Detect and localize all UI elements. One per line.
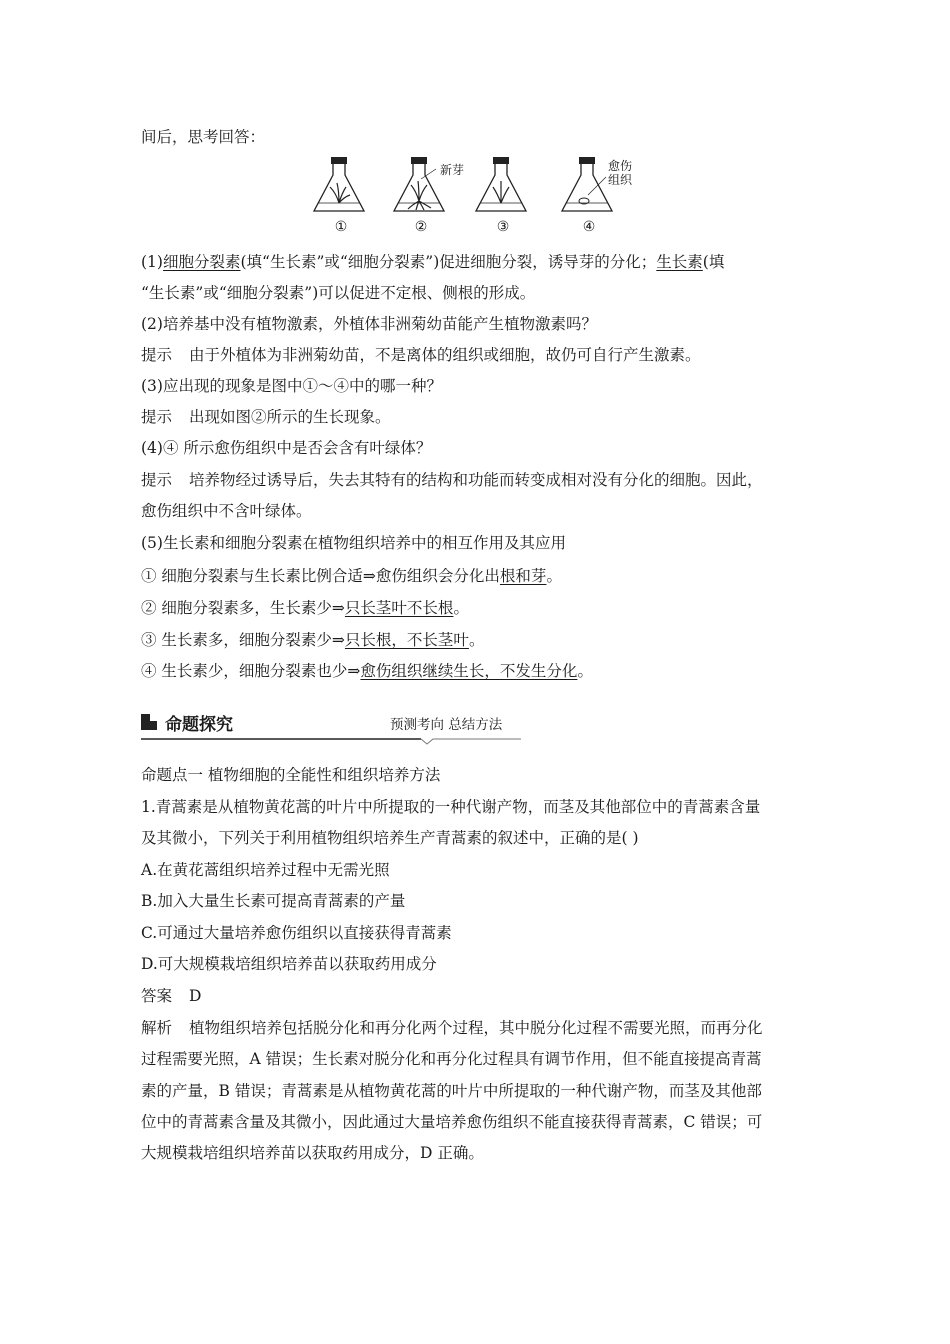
- q5-title: (5)生长素和细胞分裂素在植物组织培养中的相互作用及其应用: [141, 534, 566, 552]
- analysis-3: 素的产量，B 错误；青蒿素是从植物黄花蒿的叶片中所提取的一种代谢产物，而茎及其他部: [141, 1082, 762, 1100]
- q2-hint: 提示 由于外植体为非洲菊幼苗，不是离体的组织或细胞，故仍可自行产生激素。: [141, 346, 701, 364]
- q5-item-4: ④ 生长素少，细胞分裂素也少⇒愈伤组织继续生长，不发生分化。: [141, 662, 593, 680]
- section-subtitle: 预测考向 总结方法: [390, 717, 503, 733]
- analysis-2: 过程需要光照，A 错误；生长素对脱分化和再分化过程具有调节作用，但不能直接提高青蒿: [141, 1050, 762, 1068]
- intro-text: 间后，思考回答：: [141, 128, 266, 146]
- option-d: D.可大规模栽培组织培养苗以获取药用成分: [141, 955, 437, 973]
- q1-answer-1: 细胞分裂素: [162, 253, 241, 271]
- section-title: 命题探究: [165, 715, 233, 735]
- q1-line1: (1)细胞分裂素(填“生长素”或“细胞分裂素”)促进细胞分裂，诱导芽的分化；生长素(填: [141, 253, 725, 271]
- q4-hint: 提示 培养物经过诱导后，失去其特有的结构和功能而转变成相对没有分化的细胞。因此，: [141, 471, 763, 489]
- analysis-4: 位中的青蒿素含量及其微小，因此通过大量培养愈伤组织不能直接获得青蒿素，C 错误；可: [141, 1113, 763, 1131]
- q5-item-2: ② 细胞分裂素多，生长素少⇒只长茎叶不长根。: [141, 599, 469, 617]
- flask-number: ③: [496, 219, 510, 235]
- q3-hint: 提示 出现如图②所示的生长现象。: [141, 408, 391, 426]
- mcq-stem-2: 及其微小，下列关于利用植物组织培养生产青蒿素的叙述中，正确的是( ): [141, 829, 639, 847]
- q1-answer-2: 生长素: [656, 253, 703, 271]
- flask-1: [306, 155, 376, 235]
- flask-3: [468, 155, 538, 235]
- callus-label: 愈伤 组织: [608, 159, 633, 187]
- option-c: C.可通过大量培养愈伤组织以直接获得青蒿素: [141, 924, 452, 942]
- q2-question: (2)培养基中没有植物激素，外植体非洲菊幼苗能产生植物激素吗？: [141, 315, 597, 333]
- q4-question: (4)④ 所示愈伤组织中是否会含有叶绿体？: [141, 439, 432, 457]
- flask-figure: [296, 155, 656, 235]
- flask-number: ②: [414, 219, 428, 235]
- flask-number: ①: [334, 219, 348, 235]
- q5-item-1: ① 细胞分裂素与生长素比例合适⇒愈伤组织会分化出根和芽。: [141, 567, 562, 585]
- analysis-5: 大规模栽培组织培养苗以获取药用成分，D 正确。: [141, 1144, 484, 1162]
- q3-question: (3)应出现的现象是图中①～④中的哪一种？: [141, 377, 442, 395]
- new-bud-label: 新芽: [440, 163, 465, 177]
- section-header: [141, 705, 521, 743]
- q5-item-3: ③ 生长素多，细胞分裂素少⇒只长根，不长茎叶。: [141, 631, 485, 649]
- analysis-1: 解析 植物组织培养包括脱分化和再分化两个过程，其中脱分化过程不需要光照，而再分化: [141, 1019, 763, 1037]
- mcq-stem-1: 1.青蒿素是从植物黄花蒿的叶片中所提取的一种代谢产物，而茎及其他部位中的青蒿素含量: [141, 798, 761, 816]
- option-b: B.加入大量生长素可提高青蒿素的产量: [141, 892, 406, 910]
- option-a: A.在黄花蒿组织培养过程中无需光照: [141, 861, 390, 879]
- q4-hint-cont: 愈伤组织中不含叶绿体。: [141, 502, 312, 520]
- flask-number: ④: [582, 219, 596, 235]
- section-rule: [141, 735, 521, 745]
- q1-line2: “生长素”或“细胞分裂素”)可以促进不定根、侧根的形成。: [141, 284, 536, 302]
- topic-heading: 命题点一 植物细胞的全能性和组织培养方法: [141, 766, 441, 784]
- answer: 答案 D: [141, 987, 202, 1005]
